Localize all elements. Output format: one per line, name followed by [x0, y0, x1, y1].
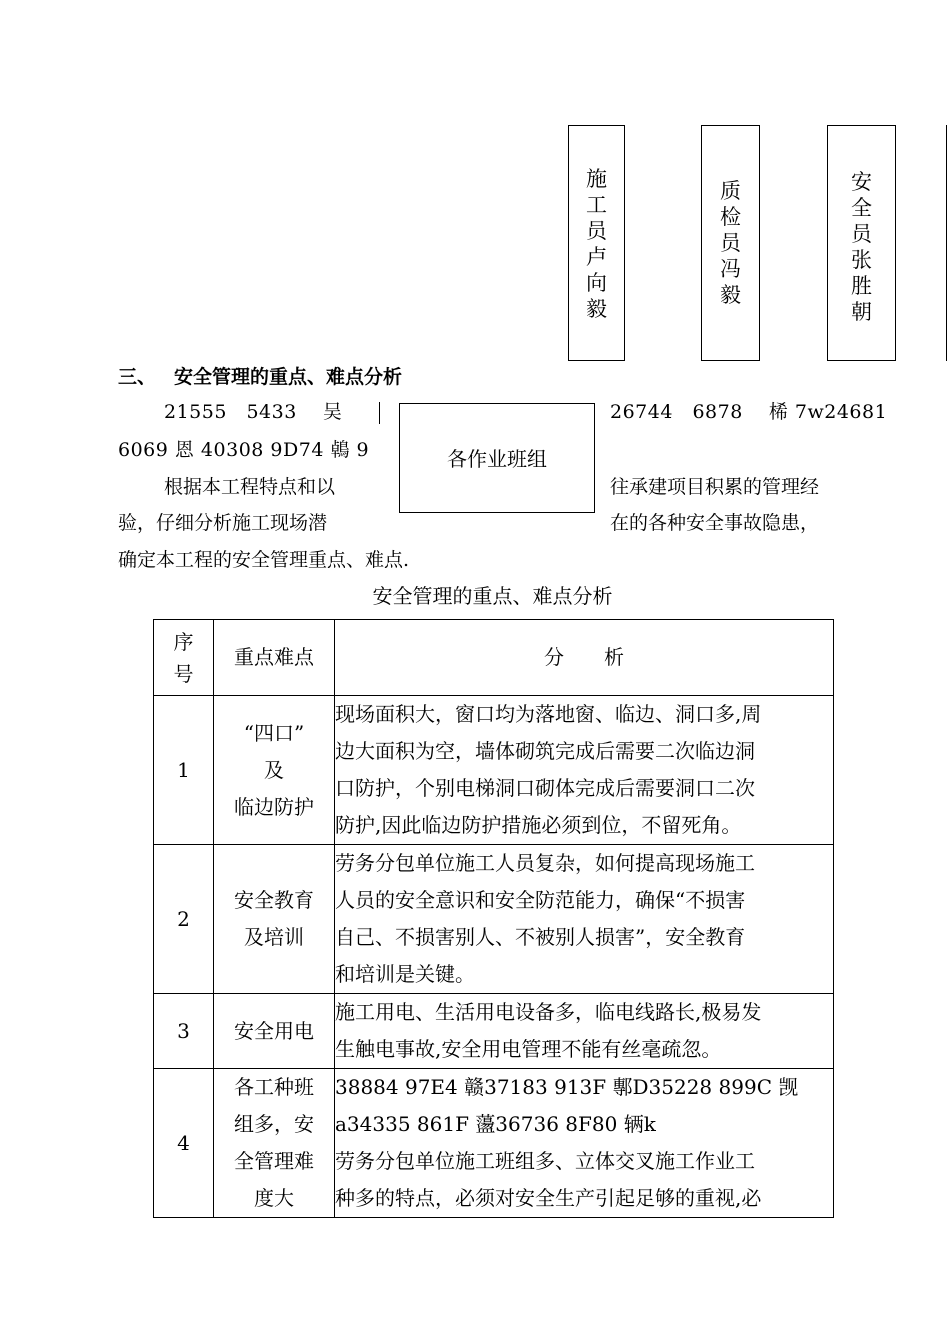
row-key-point: [214, 1069, 335, 1218]
analysis-line: 防护,因此临边防护措施必须到位，不留死角。: [335, 813, 742, 837]
table-header-row: [154, 620, 834, 696]
scrambled-line-1-right: 26744 6878 桸 7w24681: [610, 401, 888, 423]
paragraph-line-2-left: 验，仔细分析施工现场潜: [118, 512, 328, 534]
table-row: [154, 994, 834, 1069]
header-number-top: 序: [173, 629, 194, 654]
table-caption: 安全管理的重点、难点分析: [372, 584, 613, 608]
org-box-work-crews: [399, 403, 595, 513]
analysis-line: 现场面积大，窗口均为落地窗、临边、洞口多,周: [335, 702, 762, 726]
section-number: 三、: [118, 366, 157, 388]
row-number: 4: [154, 1069, 214, 1218]
row-key-point: [214, 696, 335, 845]
section-title: 安全管理的重点、难点分析: [174, 366, 403, 388]
analysis-line: 口防护，个别电梯洞口砌体完成后需要洞口二次: [335, 776, 755, 800]
paragraph-line-2-right: 在的各种安全事故隐患，: [610, 512, 820, 534]
analysis-line: a34335 861F 蘯36736 8F80 辆k: [335, 1112, 656, 1136]
table-row: [154, 1069, 834, 1218]
analysis-line: 和培训是关键。: [335, 962, 475, 986]
analysis-line: 劳务分包单位施工班组多、立体交叉施工作业工: [335, 1149, 755, 1173]
row-analysis: [335, 845, 834, 994]
analysis-line: 38884 97E4 赣37183 913F 鄟D35228 899C 觊: [335, 1075, 799, 1099]
row-number: 2: [154, 845, 214, 994]
analysis-line: 自己、不损害别人、不被别人损害”，安全教育: [335, 925, 746, 949]
row-key-point: [214, 994, 335, 1069]
key-line: 组多，安: [234, 1112, 314, 1136]
org-box-label: 各作业班组: [447, 447, 547, 471]
analysis-line: 人员的安全意识和安全防范能力，确保“不损害: [335, 888, 746, 912]
row-number: 1: [154, 696, 214, 845]
key-line: 及培训: [244, 925, 304, 949]
org-box-construction-worker: [568, 125, 625, 361]
org-box-safety-officer: [827, 125, 896, 361]
row-analysis: [335, 696, 834, 845]
key-line: “四口”: [243, 720, 305, 745]
key-line: 各工种班: [234, 1075, 314, 1099]
analysis-line: 边大面积为空，墙体砌筑完成后需要二次临边洞: [335, 739, 755, 763]
header-key-point: 重点难点: [214, 620, 335, 696]
scrambled-line-2: 6069 恩 40308 9D74 鵫 9: [118, 439, 370, 461]
key-line: 临边防护: [234, 794, 314, 819]
org-box-label: 质检员冯毅: [720, 179, 741, 307]
paragraph-line-1-right: 往承建项目积累的管理经: [610, 476, 820, 498]
key-line: 及: [264, 757, 284, 782]
paragraph-line-1-left: 根据本工程特点和以: [164, 476, 336, 498]
section-heading: [118, 362, 402, 392]
key-line: 全管理难: [234, 1149, 314, 1173]
scrambled-line-1-left: 21555 5433 吴: [164, 401, 343, 423]
org-box-label: 安全员张胜朝: [851, 170, 872, 324]
header-number-bottom: 号: [173, 661, 194, 686]
paragraph-line-3: 确定本工程的安全管理重点、难点.: [118, 549, 410, 571]
org-box-quality-inspector: [701, 125, 760, 361]
row-analysis: [335, 1069, 834, 1218]
analysis-line: 施工用电、生活用电设备多，临电线路长,极易发: [335, 1000, 762, 1024]
table-row: [154, 845, 834, 994]
key-line: 安全用电: [234, 1018, 314, 1043]
header-analysis-left: 分: [544, 645, 564, 669]
header-number: [154, 620, 214, 696]
header-analysis-right: 析: [604, 645, 624, 669]
header-analysis: [335, 620, 834, 696]
analysis-line: 生触电事故,安全用电管理不能有丝毫疏忽。: [335, 1037, 722, 1061]
analysis-table: [153, 619, 834, 1218]
analysis-line: 劳务分包单位施工人员复杂，如何提高现场施工: [335, 851, 755, 875]
row-number: 3: [154, 994, 214, 1069]
key-line: 安全教育: [234, 888, 314, 912]
row-analysis: [335, 994, 834, 1069]
row-key-point: [214, 845, 335, 994]
page-edge-line: [946, 125, 949, 361]
divider-bar: [379, 402, 380, 424]
analysis-line: 种多的特点，必须对安全生产引起足够的重视,必: [335, 1186, 762, 1210]
org-box-label: 施工员卢向毅: [586, 167, 607, 321]
table-row: [154, 696, 834, 845]
key-line: 度大: [254, 1186, 294, 1210]
